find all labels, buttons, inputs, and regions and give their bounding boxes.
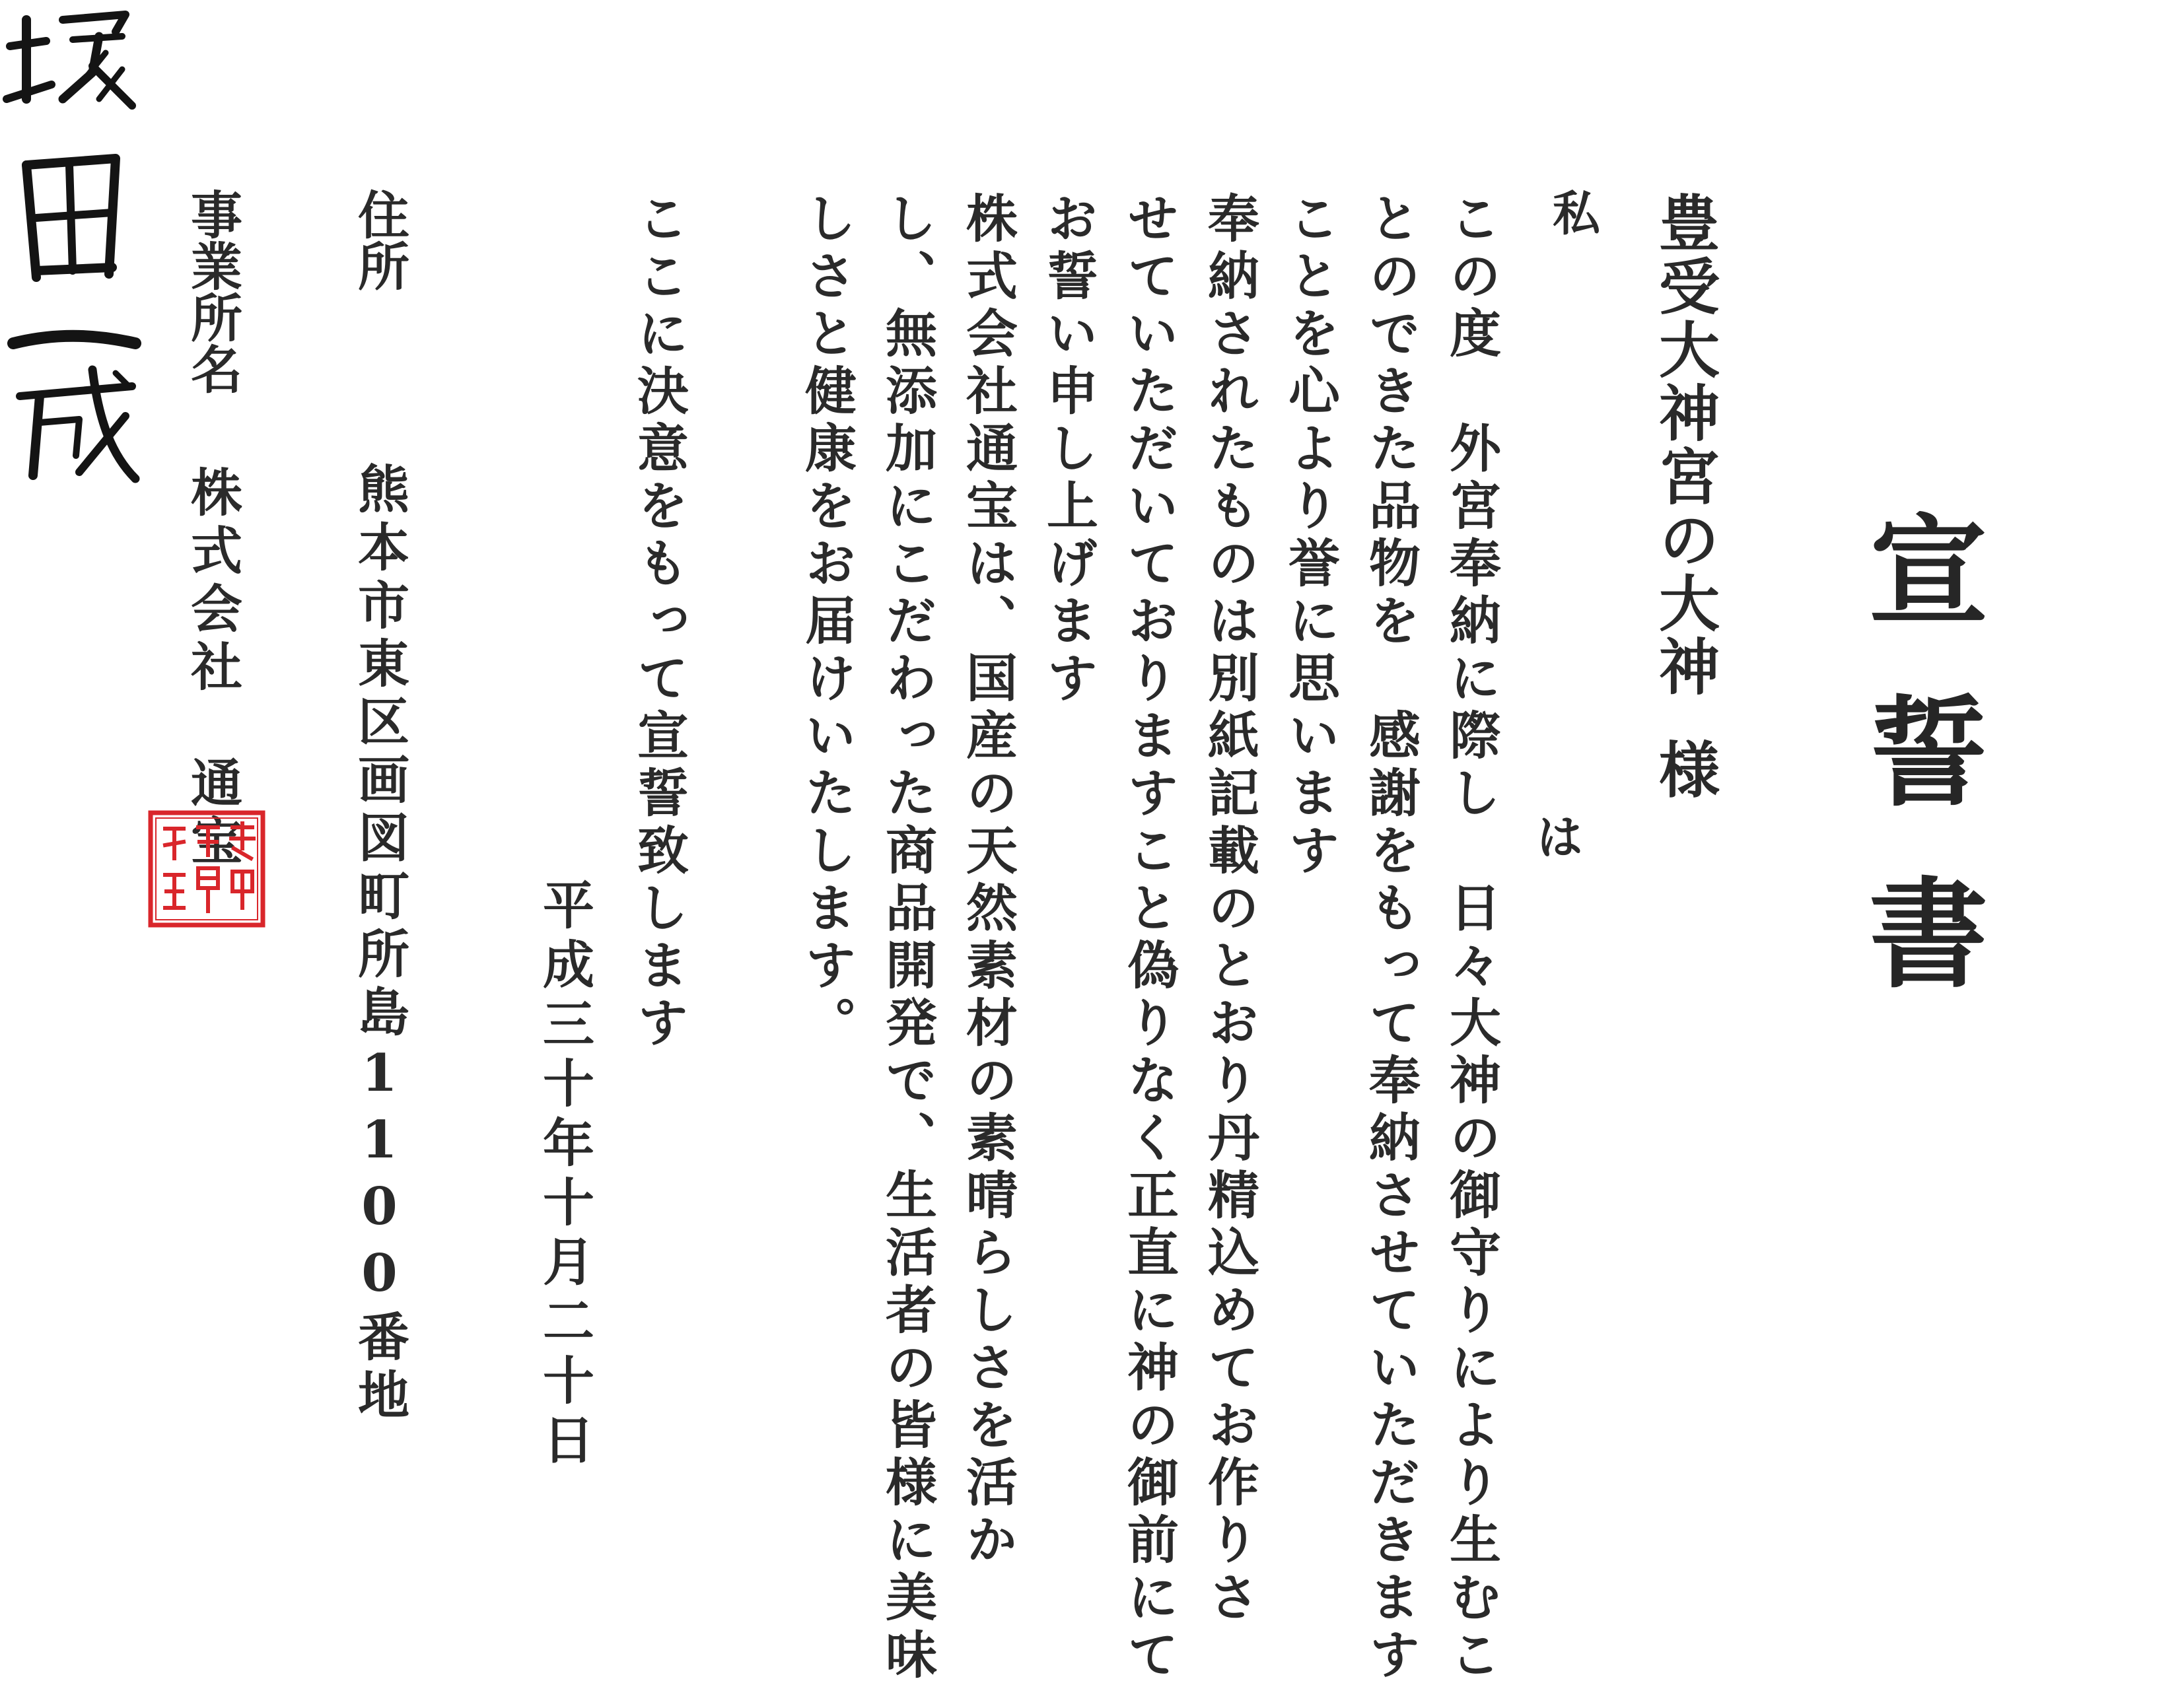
address-label-column — [349, 188, 409, 291]
honorific: 様 — [1649, 738, 1720, 802]
company-label: 事業所名 — [182, 188, 242, 394]
address-value: 熊本市東区画図町所島1100番地 — [349, 462, 409, 1426]
company-value: 株式会社 通宝 — [182, 465, 242, 872]
pronoun: 私 — [1545, 188, 1601, 236]
address-label: 住所 — [349, 188, 409, 291]
body-line-3: ことを心より誉に思います — [1280, 191, 1340, 881]
body-line-1: この度 外宮奉納に際し 日々大神の御守りにより生むこ — [1441, 191, 1501, 1685]
addressee: 豊受大神宮の大神 — [1649, 191, 1720, 699]
body-line-5: せていただいておりますこと偽りなく正直に神の御前にて — [1119, 191, 1179, 1685]
addressee-line — [1649, 191, 1720, 802]
body-line-2: とのできた品物を 感謝をもって奉納させていただきます — [1360, 191, 1421, 1685]
body-line-8: し、無添加にこだわった商品開発で、生活者の皆様に美味 — [877, 191, 937, 1685]
body-line-10: ここに決意をもって宣誓致します — [629, 191, 689, 1053]
body-line-9: しさと健康をお届けいたします。 — [796, 191, 857, 1053]
company-seal-stamp — [147, 809, 267, 929]
body-line-4: 奉納されたものは別紙記載のとおり丹精込めてお作りさ — [1199, 191, 1259, 1628]
body-line-6: お誓い申し上げます — [1038, 191, 1098, 708]
particle: は — [1528, 812, 1584, 860]
document-date: 平成三十年十月二十日 — [534, 878, 594, 1472]
handwritten-signature — [0, 0, 145, 489]
body-line-7: 株式会社通宝は、国産の天然素材の素晴らしさを活か — [958, 191, 1018, 1570]
document-title: 宣誓書 — [1849, 508, 1989, 1053]
